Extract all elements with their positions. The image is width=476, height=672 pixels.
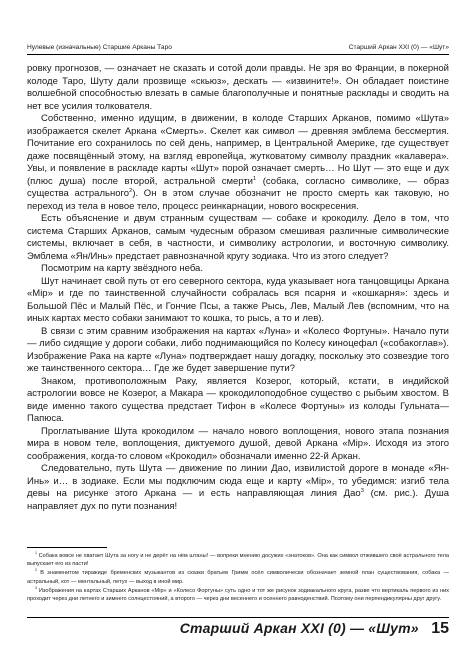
paragraph: Следовательно, путь Шута — движение по линии Дао, извилистой дороге в монаде «Ян-Инь» и… в зодиаке. Если мы подключим сюда еще и карту «Mip», то убедимся: изгиб тела девы на рисунке этого Аркана — и есть направляющая линия Дао$^3$ (см. рис.). Душа направляет дух по пути познания!: [27, 463, 449, 512]
paragraph: Посмотрим на карту звёздного неба.: [41, 263, 203, 274]
paragraph: В связи с этим сравним изображения на картах «Луна» и «Колесо Фортуны». Начало пути — либо сидящие у дороги собаки, либо поднимающийся по Колесу киноцефал («собакоглав»). Изображение Рака на карте «Луна» подтверждает нашу догадку, поскольку это созвездие того же таинственного сектора… Где же будет завершение пути?: [27, 325, 449, 374]
running-footer: [180, 620, 449, 638]
footnote: $^3$ Изображения на картах Старших Арканов «Mip» и «Колесо Фортуны» суть одно и тот же рисунок зодиакального круга, разве что вертикаль первого из них проходит через дни летнего и зимнего солнцестояний, а второго — через дни весеннего и осеннего равноденствий. Поэтому они перпендикулярны друг другу.: [27, 585, 449, 603]
page-number: 15: [431, 620, 449, 637]
footer-title: Старший Аркан XXI (0) — «Шут»: [179, 620, 419, 636]
paragraph: Собственно, именно идущим, в движении, в колоде Старших Арканов, помимо «Шута» изображается скелет Аркана «Смерть». Скелет как символ — древняя эмблема бессмертия. Почитание его сохранилось по сей день, например, в Центральной Америке, где существует даже посвящённый этому, на взгляд европейца, жутковатому символу праздник «калавера». Увы, и появление в раскладе карты «Шут» порой означает смерть… Но Шут — это еще и дух (плюс душа) после второй, астральной смерти$^1$ (собака, согласно символике, — образ существа астрального$^2$). Он в этом случае обозначит не просто смерть как таковую, но переход из тела в новое тело, процесс реинкарнации, нового воскресения.: [27, 113, 450, 212]
body-text: [27, 63, 449, 513]
footnote-ref[interactable]: 2: [129, 187, 133, 194]
footnote: $^2$ В знаменитом тиражиде бременских музыкантов из сказки братьев Гримм осёл символически обозначает земной план существования, собака — астральный, кот — ментальный, петух — выход в иной мир.: [27, 568, 449, 585]
footnotes: [27, 552, 449, 604]
paragraph: Есть объяснение и двум странным существам — собаке и крокодилу. Дело в том, что система Старших Арканов, самым чудесным образом смешивая различные символические системы, включает в себя, в частности, и символику астрологии, и восточную символику. Эмблема «Ян/Инь» предстает равнозначной кругу зодиака. Что из этого следует?: [27, 213, 449, 262]
paragraph: Шут начинает свой путь от его северного сектора, куда указывает нога танцовщицы Аркана «Mip» и где по таинственной случайности собралась вся псарня и «кошкарня»: здесь и Большой Пёс и Малый Пёс, и Гончие Псы, а также Рысь, Лев, Малый Лев (вспомним, что на иных картах место собаки занимают то кошка, то рысь, а то и лев).: [27, 275, 449, 324]
footnote-ref[interactable]: 3: [360, 487, 364, 494]
running-header: [27, 44, 449, 55]
paragraph: ровку прогнозов, — означает не сказать и сотой доли правды. Не зря во Франции, в покерной колоде Таро, Шуту дали прозвище «скьюз», дескать — «извините!». Он обладает поистине волшебной способностью влезать в самые благополучные и понятные расклады и сводить на нет все усилия толкователя.: [27, 63, 449, 112]
paragraph: Проглатывание Шута крокодилом — начало нового воплощения, нового этапа познания мира в новом теле, воплощения, диктуемого душой, девой Аркана «Mip». Исходя из этого соображения, когда-то словом «Крокодил» обозначали именно 22-й Аркан.: [27, 425, 449, 462]
footnote-divider: [27, 547, 107, 548]
running-header-left: Нулевые (изначальные) Старшие Арканы Таро: [27, 44, 172, 51]
paragraph: Знаком, противоположным Раку, является Козерог, который, кстати, в индийской астрологии вовсе не Козерог, а Макара — крокодилоподобное существо с рыбьим хвостом. В виде именно такого существа предстает Тифон в «Колесе Фортуны» из колоды Гульната—Папюса.: [27, 375, 449, 424]
footnote: $^1$ Собака вовсе не хватает Шута за ногу и не дерёт на нём штаны! — вопреки мнению досужих «знатоков». Она как символ отжившего своё астрального тела выпускает его из пасти!: [27, 551, 449, 568]
footnote-ref[interactable]: 1: [253, 175, 257, 182]
running-header-right: Старший Аркан XXI (0) — «Шут»: [348, 44, 449, 51]
footer-divider: [27, 617, 449, 618]
